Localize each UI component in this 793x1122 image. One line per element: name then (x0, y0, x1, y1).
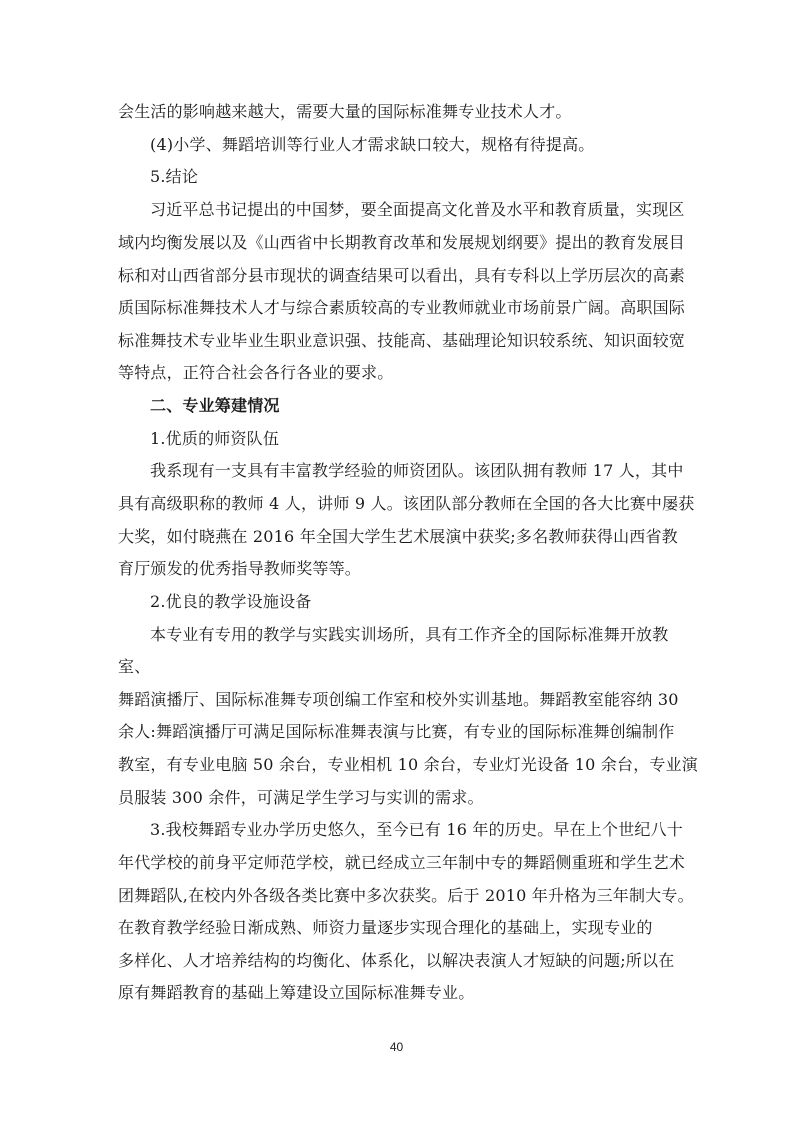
text-line: 教室，有专业电脑 50 余台，专业相机 10 余台，专业灯光设备 10 余台，专业演 (118, 755, 698, 774)
text-line: 多样化、人才培养结构的均衡化、体系化，以解决表演人才短缺的问题;所以在 (118, 951, 675, 970)
text-line: 习近平总书记提出的中国梦，要全面提高文化普及水平和教育质量，实现区 (150, 200, 685, 219)
text-line: 3.我校舞蹈专业办学历史悠久，至今已有 16 年的历史。早在上个世纪八十 (150, 820, 683, 839)
text-line: 具有高级职称的教师 4 人，讲师 9 人。该团队部分教师在全国的各大比赛中屡获 (118, 494, 695, 513)
text-line: 舞蹈演播厅、国际标准舞专项创编工作室和校外实训基地。舞蹈教室能容纳 30 (118, 690, 679, 709)
text-line: 域内均衡发展以及《山西省中长期教育改革和发展规划纲要》提出的教育发展目 (118, 233, 686, 252)
text-line: 员服装 300 余件，可满足学生学习与实训的需求。 (118, 788, 484, 807)
text-line: 团舞蹈队,在校内外各级各类比赛中多次获奖。后于 2010 年升格为三年制大专。 (118, 886, 694, 905)
text-line: 我系现有一支具有丰富教学经验的师资团队。该团队拥有教师 17 人，其中 (150, 461, 684, 480)
page-number: 40 (389, 1040, 404, 1054)
section-subheading: 1.优质的师资队伍 (150, 429, 280, 448)
section-subheading: 2.优良的教学设施设备 (150, 592, 312, 611)
text-line: 质国际标准舞技术人才与综合素质较高的专业教师就业市场前景广阔。高职国际 (118, 298, 686, 317)
text-line: 等特点，正符合社会各行各业的要求。 (118, 363, 394, 382)
text-line: 会生活的影响越来越大，需要大量的国际标准舞专业技术人才。 (118, 102, 572, 121)
text-line: 标和对山西省部分县市现状的调查结果可以看出，具有专科以上学历层次的高素 (118, 266, 686, 285)
text-line: 大奖，如付晓燕在 2016 年全国大学生艺术展演中获奖;多名教师获得山西省教 (118, 527, 678, 546)
section-subheading: 5.结论 (150, 167, 199, 186)
section-heading: 二、专业筹建情况 (150, 396, 280, 415)
text-line: 在教育教学经验日渐成熟、师资力量逐步实现合理化的基础上，实现专业的 (118, 918, 653, 937)
text-line: 育厅颁发的优秀指导教师奖等等。 (118, 559, 362, 578)
text-line: 年代学校的前身平定师范学校，就已经成立三年制中专的舞蹈侧重班和学生艺术 (118, 853, 686, 872)
text-line: 标准舞技术专业毕业生职业意识强、技能高、基础理论知识较系统、知识面较宽 (118, 331, 686, 350)
text-line: 原有舞蹈教育的基础上筹建设立国际标准舞专业。 (118, 983, 475, 1002)
text-line: 余人:舞蹈演播厅可满足国际标准舞表演与比赛，有专业的国际标准舞创编制作 (118, 722, 675, 741)
text-line: (4)小学、舞蹈培训等行业人才需求缺口较大，规格有待提高。 (150, 135, 595, 154)
text-line: 室、 (118, 657, 151, 676)
text-line: 本专业有专用的教学与实践实训场所，具有工作齐全的国际标准舞开放教 (150, 625, 669, 644)
